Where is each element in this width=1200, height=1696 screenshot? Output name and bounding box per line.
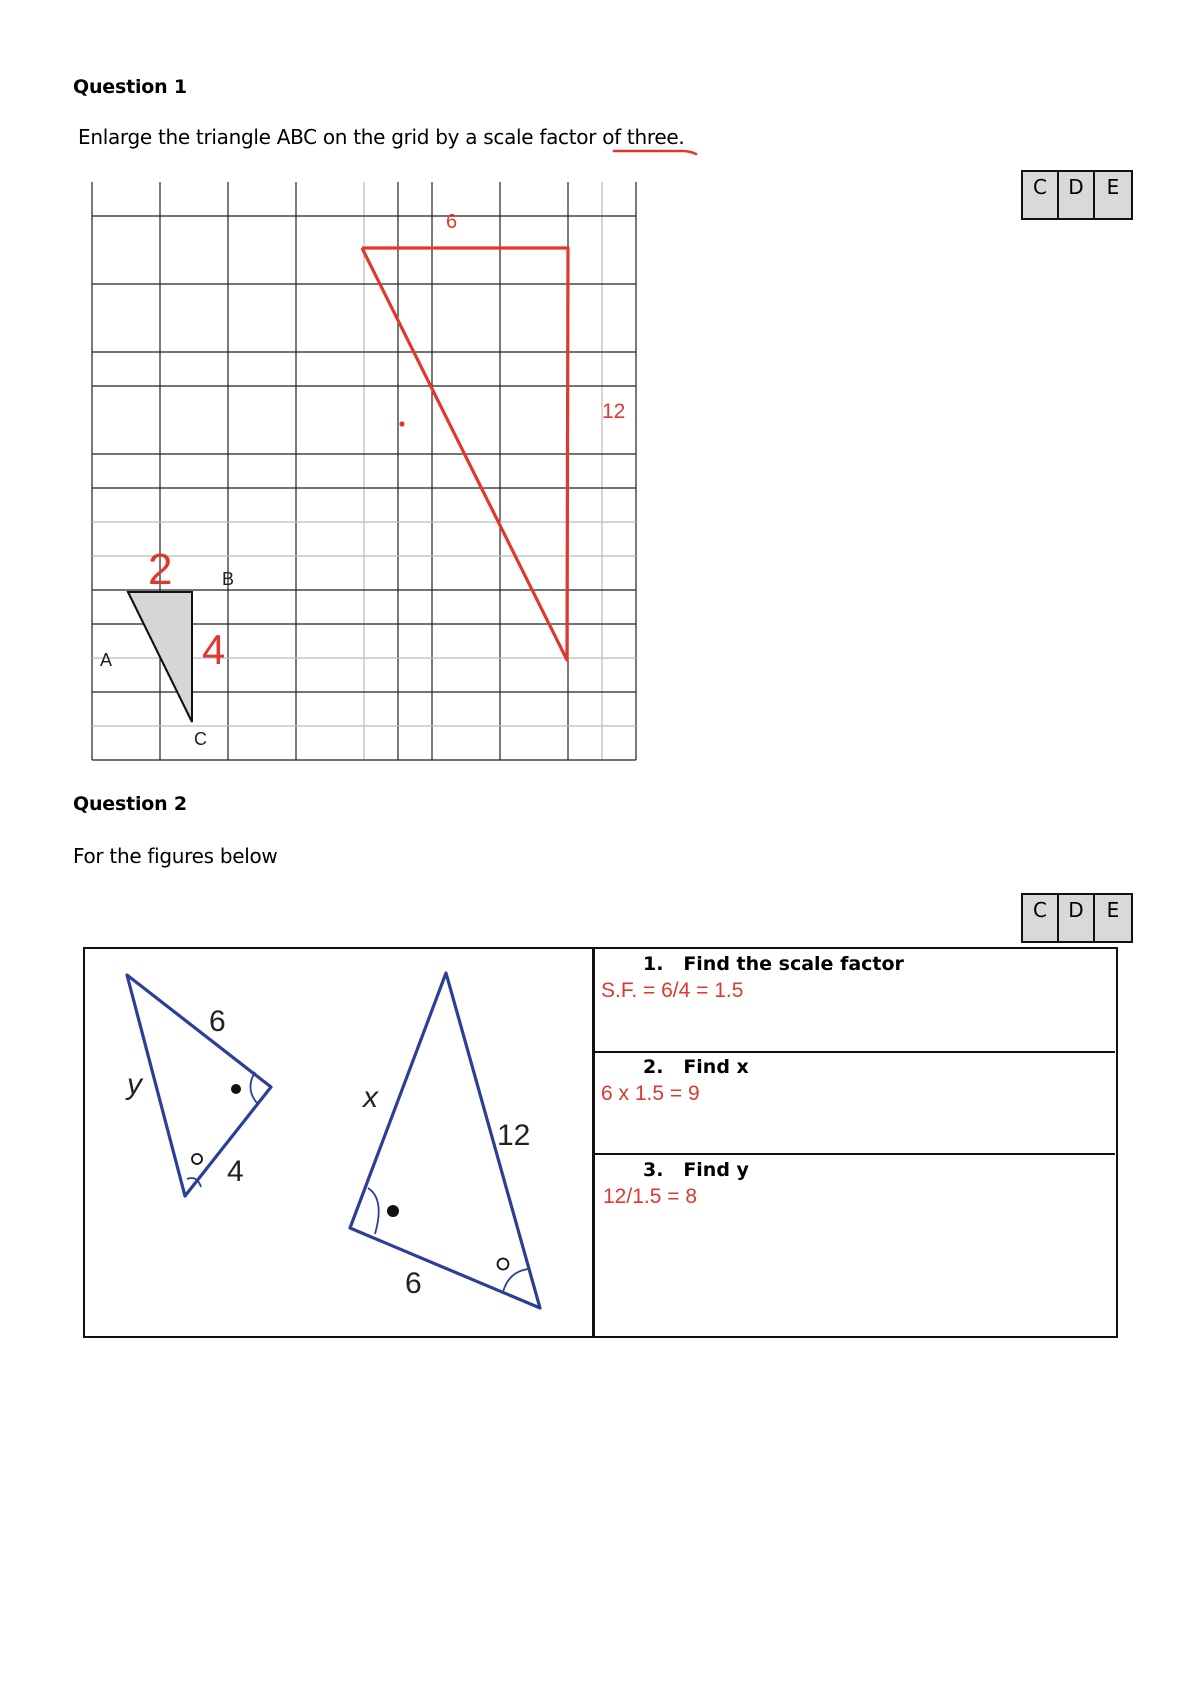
small-left-side-label: y bbox=[127, 1068, 142, 1101]
question-row-2 bbox=[595, 1053, 1115, 1155]
question-2-title: 2. Find x bbox=[643, 1056, 749, 1078]
small-top-side-label: 6 bbox=[209, 1005, 226, 1038]
question-1-title: 1. Find the scale factor bbox=[643, 953, 904, 975]
questions-panel bbox=[595, 949, 1115, 1337]
handwritten-base-label: 2 bbox=[148, 545, 173, 594]
grade-d[interactable]: D bbox=[1059, 172, 1095, 218]
question-2-grade-box bbox=[1021, 893, 1133, 943]
question-2-heading: Question 2 bbox=[73, 793, 187, 815]
grade-e[interactable]: E bbox=[1095, 172, 1131, 218]
grade-c[interactable]: C bbox=[1023, 172, 1059, 218]
question-3-title: 3. Find y bbox=[643, 1159, 749, 1181]
large-bottom-side-label: 6 bbox=[405, 1267, 422, 1300]
vertex-label-b: B bbox=[222, 569, 235, 589]
enlarged-side-label: 12 bbox=[602, 400, 626, 423]
question-1-instruction: Enlarge the triangle ABC on the grid by a scale factor of three. bbox=[78, 125, 685, 149]
question-1-answer: S.F. = 6/4 = 1.5 bbox=[601, 979, 744, 1002]
question-2-instruction: For the figures below bbox=[73, 844, 278, 868]
enlargement-grid bbox=[0, 0, 1200, 780]
grade-d[interactable]: D bbox=[1059, 895, 1095, 941]
similar-triangles-figure bbox=[85, 949, 592, 1337]
centre-dot bbox=[399, 421, 404, 426]
handwritten-height-label: 4 bbox=[202, 626, 226, 673]
vertex-label-a: A bbox=[100, 650, 113, 670]
question-3-answer: 12/1.5 = 8 bbox=[603, 1185, 697, 1208]
small-angle-dot bbox=[231, 1084, 241, 1094]
grade-e[interactable]: E bbox=[1095, 895, 1131, 941]
enlarged-top-label: 6 bbox=[446, 211, 458, 233]
question-2-answer: 6 x 1.5 = 9 bbox=[601, 1082, 700, 1105]
large-angle-dot bbox=[387, 1205, 399, 1217]
large-right-side-label: 12 bbox=[497, 1119, 531, 1152]
large-angle-circle bbox=[498, 1259, 509, 1270]
large-left-side-label: x bbox=[363, 1081, 378, 1114]
vertex-label-c: C bbox=[194, 729, 207, 749]
question-1-heading: Question 1 bbox=[73, 76, 187, 98]
figures-table bbox=[83, 947, 1118, 1338]
small-angle-circle bbox=[192, 1154, 202, 1164]
question-row-1 bbox=[595, 949, 1115, 1053]
question-row-3 bbox=[595, 1155, 1115, 1337]
grade-c[interactable]: C bbox=[1023, 895, 1059, 941]
small-bottom-side-label: 4 bbox=[227, 1155, 244, 1188]
